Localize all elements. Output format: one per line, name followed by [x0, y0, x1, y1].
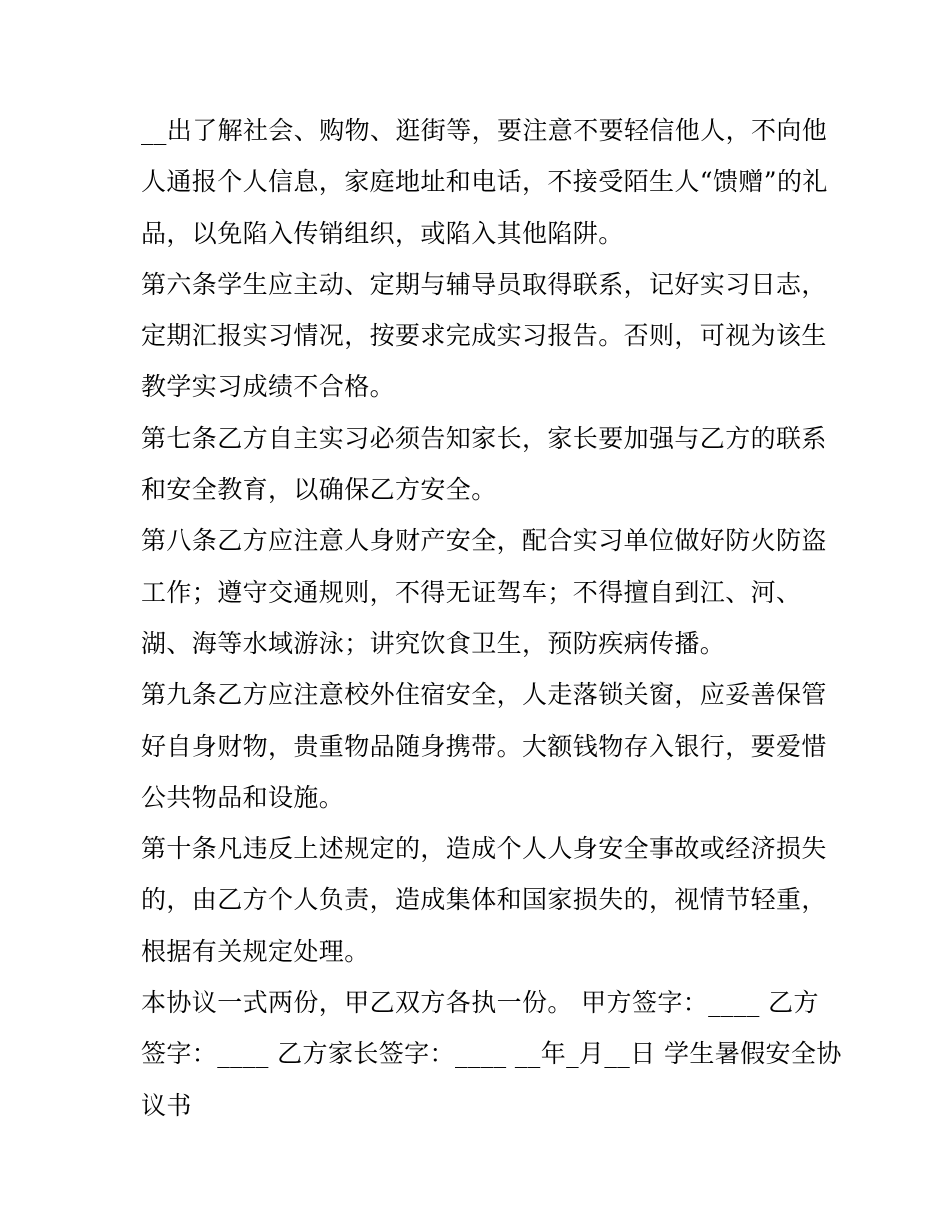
- text-line: 本协议一式两份，甲乙双方各执一份。 甲方签字：____ 乙方: [141, 988, 819, 1018]
- text-line: 品，以免陷入传销组织，或陷入其他陷阱。: [141, 218, 624, 248]
- text-line: 定期汇报实习情况，按要求完成实习报告。否则，可视为该生: [141, 321, 827, 351]
- document-body: [141, 105, 842, 1131]
- text-line: 湖、海等水域游泳；讲究饮食卫生，预防疾病传播。: [141, 628, 726, 658]
- text-line: 第八条乙方应注意人身财产安全，配合实习单位做好防火防盗: [141, 526, 827, 556]
- text-line: 根据有关规定处理。: [141, 936, 370, 966]
- text-line: 工作；遵守交通规则，不得无证驾车；不得擅自到江、河、: [141, 577, 802, 607]
- text-line: 议书: [141, 1090, 192, 1120]
- text-line: 公共物品和设施。: [141, 782, 345, 812]
- text-line: 第九条乙方应注意校外住宿安全，人走落锁关窗，应妥善保管: [141, 680, 827, 710]
- text-line: 和安全教育，以确保乙方安全。: [141, 475, 497, 505]
- text-line: 的，由乙方个人负责，造成集体和国家损失的，视情节轻重，: [141, 885, 827, 915]
- text-line: 第七条乙方自主实习必须告知家长，家长要加强与乙方的联系: [141, 423, 827, 453]
- text-line: 教学实习成绩不合格。: [141, 372, 396, 402]
- text-line: 人通报个人信息，家庭地址和电话，不接受陌生人“馈赠”的礼: [141, 167, 828, 197]
- text-line: 签字：____ 乙方家长签字：____ __年_月__日 学生暑假安全协: [141, 1039, 842, 1069]
- text-line: 第十条凡违反上述规定的，造成个人人身安全事故或经济损失: [141, 834, 827, 864]
- text-line: __出了解社会、购物、逛街等，要注意不要轻信他人，不向他: [141, 116, 828, 145]
- text-line: 第六条学生应主动、定期与辅导员取得联系，记好实习日志，: [141, 269, 827, 299]
- text-line: 好自身财物，贵重物品随身携带。大额钱物存入银行，要爱惜: [141, 731, 827, 761]
